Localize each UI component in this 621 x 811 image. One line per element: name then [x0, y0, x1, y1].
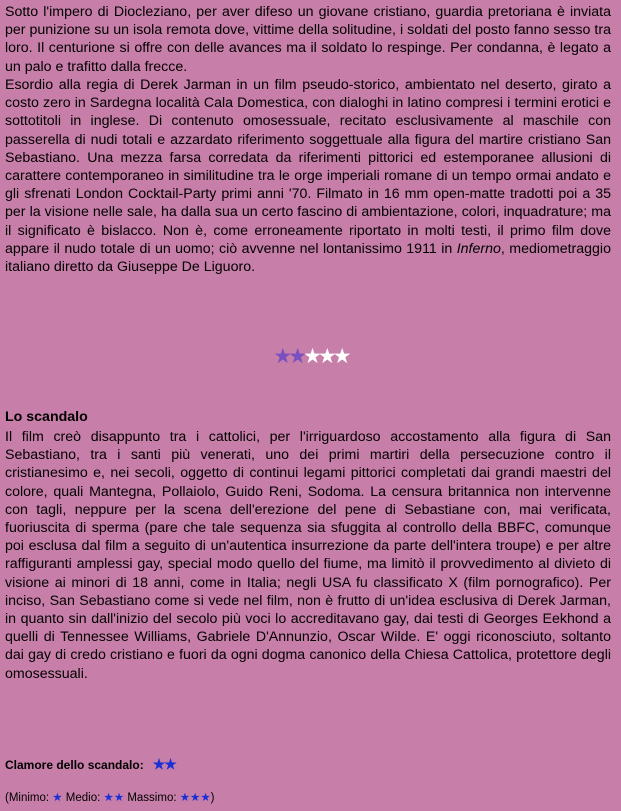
- legend-close: ): [210, 792, 215, 804]
- film-title-inferno: Inferno: [456, 240, 501, 257]
- legend-massimo-star-icon: ★★★: [179, 792, 211, 804]
- scandal-heading: Lo scandalo: [5, 409, 88, 425]
- review-text-end: , mediometraggio italiano diretto da Giuseppe De Liguoro.: [5, 240, 611, 276]
- clamor-star-icon: ★★: [152, 756, 176, 772]
- scandal-paragraph: Il film creò disappunto tra i cattolici, per l'irriguardoso accostamento alla figura di San Sebastiano, tra i santi più venerati, uno dei primi martiri della persecuzione contro il cristianesimo e, nei secoli, oggetto di continui legami pittorici completati dai grandi maestri del colore, quali Mantegna, Pollaiolo, Guido Reni, Sodoma. La censura britannica non intervenne con tagli, neppure per la scena dell'erezione del pene di Sebastiane con, mai verificata, fuoriuscita di sperma (pare che tale sequenza sia sfuggita al controllo della BBFC, comunque poi esclusa dal film a seguito di un'autentica insurrezione da parte dell'intera troupe) e per altre raffiguranti amplessi gay, special modo quello del fiume, ma limitò il provvedimento al divieto di visione ai minori di 18 anni, come in Italia; negli USA fu classificato X (film pornografico). Per inciso, San Sebastiano come si vede nel film, non è frutto di un'idea esclusiva di Derek Jarman, in quanto sin dall'inizio del secolo più voci lo accreditavano gay, dai testi di Georges Eekhond a quelli di Tennessee Williams, Gabriele D'Annunzio, Oscar Wilde. E' oggi riconosciuto, soltanto dai gay di credo cristiano e fuori da ogni dogma canonico della Chiesa Cattolica, protettore degli omosessuali.: [5, 429, 611, 682]
- legend-min-star-icon: ★: [52, 792, 63, 804]
- rating-filled-star-icon: ★★: [273, 345, 304, 368]
- scandal-clamor-rating: [5, 756, 176, 773]
- review-text-start: Esordio alla regia di Derek Jarman in un film pseudo-storico, ambientato nel deserto, girato a costo zero in Sardegna località Cala Domestica, con dialoghi in latino compresi i termini erotici e sottotitoli in inglese. Di contenuto omosessuale, recitato esclusivamente al maschile con passerella di nudi totali e azzardato riferimento soggettuale alla figura del martire cristiano San Sebastiano. Una mezza farsa corredata da riferimenti pittorici ed estemporanee allusioni di carattere contemporaneo in similitudine tra le orge imperiali romane di un tempo ormai andato e gli sfrenati London Cocktail-Party primi anni '70. Filmato in 16 mm open-matte tradotti poi a 35 per la visione nelle sale, ha dalla sua un certo fascino di ambientazione, colori, inquadrature; ma il significato è bislacco. Non è, come erroneamente riportato in molti testi, il primo film dove appare il nudo totale di un uomo; ciò avvenne nel lontanissimo 1911 in: [5, 77, 611, 257]
- legend-medio-star-icon: ★★: [103, 792, 125, 804]
- legend-open: (Minimo:: [5, 792, 53, 804]
- rating-empty-star-icon: ★★★: [303, 345, 348, 368]
- clamor-legend: [5, 790, 215, 804]
- legend-massimo-label: Massimo:: [124, 792, 180, 804]
- plot-paragraph: Sotto l'impero di Diocleziano, per aver difeso un giovane cristiano, guardia pretoriana è inviata per punizione su un isola remota dove, vittime della solitudine, i soldati del posto fanno sesso tra loro. Il centurione si offre con delle avances ma il soldato lo respinge. Per condanna, è legato a un palo e trafitto dalla frecce.: [5, 4, 611, 75]
- review-paragraph: [5, 76, 611, 276]
- legend-medio-label: Medio:: [62, 792, 104, 804]
- rating-stars: [0, 346, 621, 368]
- clamor-label: Clamore dello scandalo:: [5, 758, 144, 772]
